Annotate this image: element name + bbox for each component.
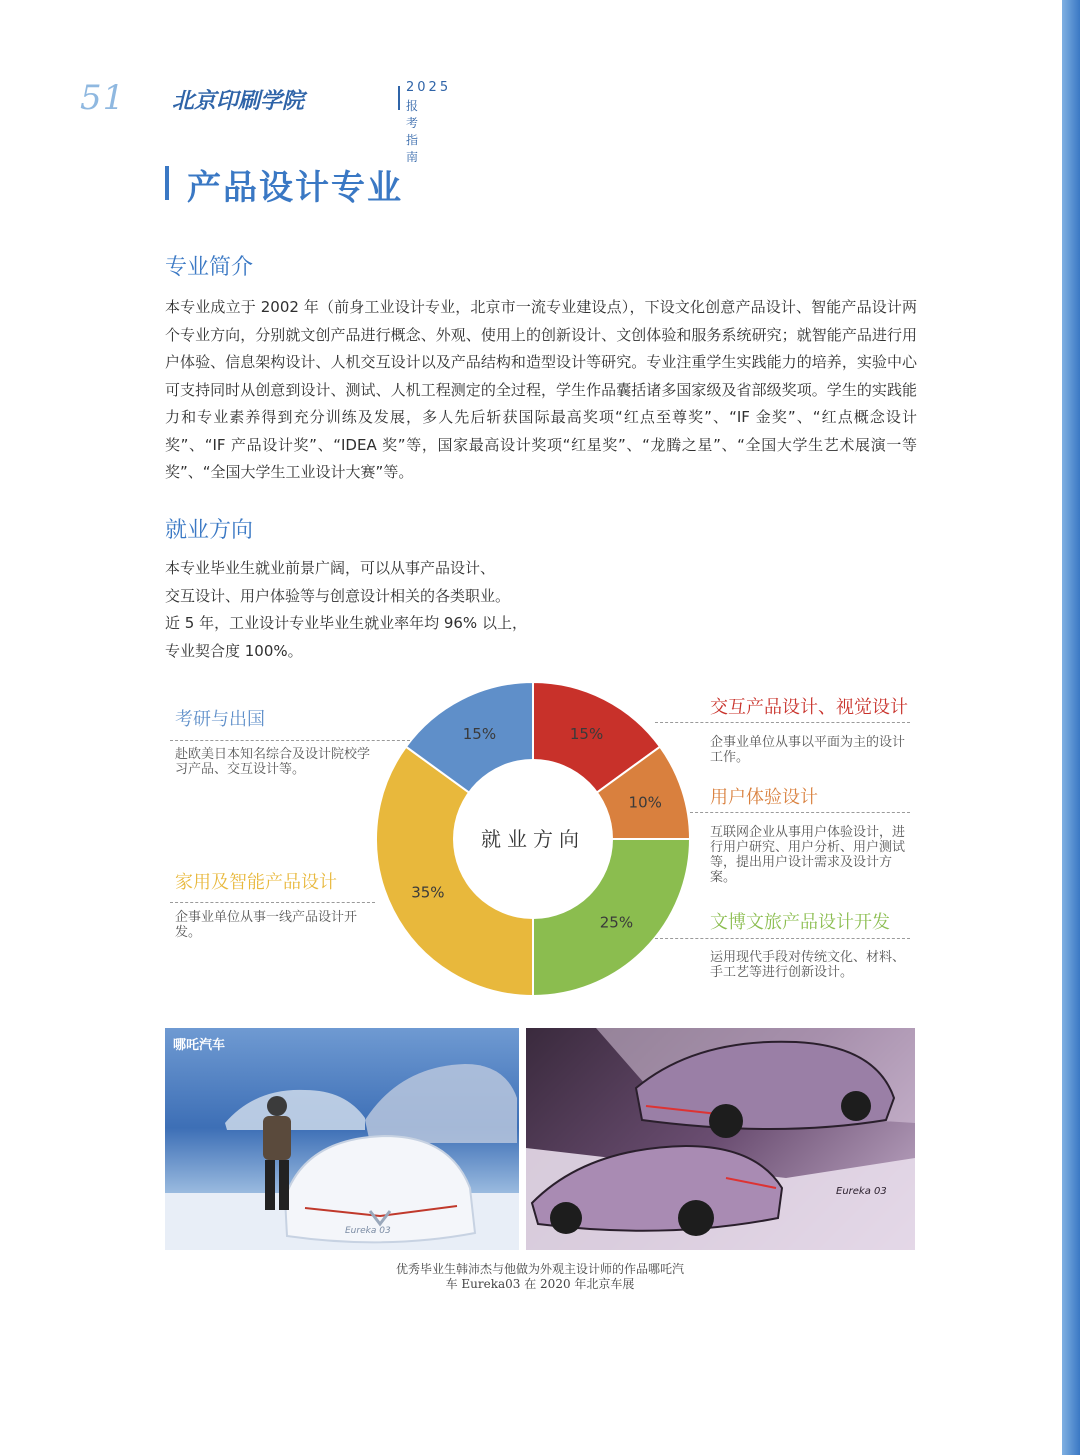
header-divider (398, 86, 400, 110)
career-line: 本专业毕业生就业前景广阔，可以从事产品设计、 (165, 559, 496, 577)
right-edge-bar (1062, 0, 1080, 1455)
auto-show-photo (165, 1028, 519, 1250)
car-badge-right: Eureka 03 (836, 1186, 887, 1197)
career-line: 交互设计、用户体验等与创意设计相关的各类职业。 (165, 586, 511, 605)
auto-show-illustration (165, 1028, 519, 1250)
slice-label: 35% (411, 883, 445, 902)
caption-line: 优秀毕业生韩沛杰与他做为外观主设计师的作品哪吒汽 (395, 1262, 684, 1276)
callout-kaoyan (175, 709, 375, 777)
car-badge-left: Eureka 03 (345, 1226, 391, 1236)
callout-wenbo (710, 912, 910, 980)
slice-label: 15% (462, 724, 497, 743)
caption-line: 车 Eureka03 在 2020 年北京车展 (445, 1277, 635, 1291)
callout-desc: 互联网企业从事用户体验设计，进行用户研究、用户分析、用户测试等，提出用户设计需求及设计方案。 (710, 825, 906, 885)
callout-title: 家用及智能产品设计 (175, 872, 337, 893)
intro-paragraph: 本专业成立于 2002 年（前身工业设计专业，北京市一流专业建设点），下设文化创意产品设计、智能产品设计两个专业方向，分别就文创产品进行概念、外观、使用上的创新设计、文创体验和服务系统研究；就智能产品进行用户体验、信息架构设计、人机交互设计以及产品结构和造型设计等研究。专业注重学生实践能力的培养，实验中心可支持同时从创意到设计、测试、人机工程测定的全过程，学生作品囊括诸多国家级及省部级奖项。学生的实践能力和专业素养得到充分训练及发展，多人先后斩获国际最高奖项“红点至尊奖”、“IF 金奖”、“红点概念设计奖”、“IF 产品设计奖”、“IDEA 奖”等，国家最高设计奖项“红星奖”、“龙腾之星”、“全国大学生艺术展演一等奖”、“全国大学生工业设计大赛”等。 (165, 298, 917, 481)
callout-title: 文博文旅产品设计开发 (710, 912, 890, 933)
slice-label: 25% (599, 913, 634, 932)
career-paragraph (165, 555, 545, 665)
brand-logo-text: 哪吒汽车 (173, 1038, 226, 1053)
chart-center-title: 就业方向 (481, 827, 585, 851)
car-sketch-illustration (526, 1028, 915, 1250)
career-donut-chart (376, 680, 690, 998)
photo-caption (360, 1262, 720, 1292)
header-subtitle: 报考指南 (406, 99, 419, 164)
slice-label: 15% (569, 724, 604, 743)
title-accent-bar (165, 166, 169, 200)
callout-yonghu (710, 787, 905, 885)
page-title: 产品设计专业 (187, 168, 403, 208)
callout-title: 交互产品设计、视觉设计 (710, 697, 908, 718)
intro-heading: 专业简介 (165, 255, 254, 280)
callout-title: 考研与出国 (175, 709, 265, 730)
career-heading: 就业方向 (165, 518, 254, 543)
callout-desc: 赴欧美日本知名综合及设计院校学习产品、交互设计等。 (175, 747, 371, 777)
car-sketch-photo (526, 1028, 915, 1250)
school-logo-text: 北京印刷学院 (172, 88, 305, 114)
career-line: 专业契合度 100%。 (165, 641, 303, 660)
page-number: 51 (80, 78, 126, 118)
callout-jiayong (175, 872, 370, 940)
callout-title: 用户体验设计 (710, 787, 818, 808)
callout-desc: 企事业单位从事以平面为主的设计工作。 (710, 735, 906, 765)
callout-jiaohu (710, 697, 910, 765)
callout-desc: 企事业单位从事一线产品设计开发。 (175, 910, 358, 940)
slice-label: 10% (628, 793, 662, 812)
career-line: 近 5 年，工业设计专业毕业生就业率年均 96% 以上， (165, 614, 527, 632)
header-year: 2025 (406, 80, 452, 95)
callout-desc: 运用现代手段对传统文化、材料、手工艺等进行创新设计。 (710, 950, 906, 980)
